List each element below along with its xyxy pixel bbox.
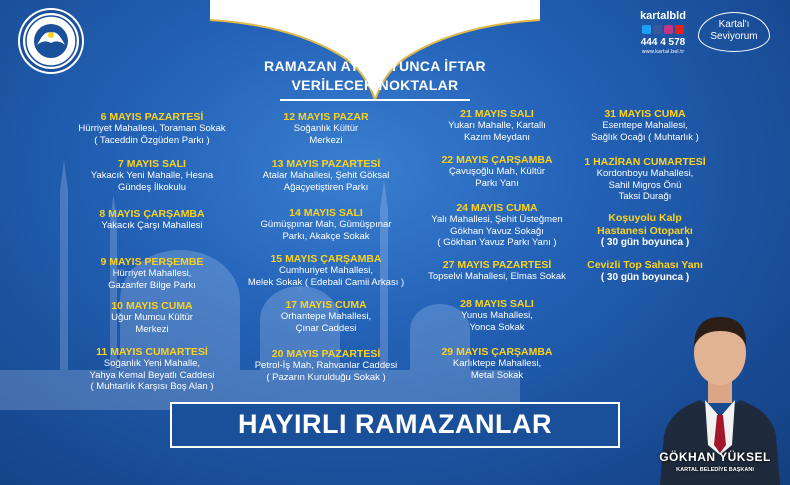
location-entry	[226, 299, 426, 334]
entry-address: Yonca Sokak	[469, 321, 525, 333]
location-entry	[560, 156, 730, 203]
entry-date: 9 MAYIS PERŞEMBE	[100, 256, 204, 268]
entry-address: Cumhuriyet Mahallesi,	[279, 265, 373, 276]
eagle-icon	[25, 15, 77, 67]
entry-address: Karlıktepe Mahallesi,	[452, 358, 542, 369]
entry-date: 6 MAYIS PAZARTESİ	[100, 111, 204, 123]
location-entry	[397, 298, 597, 333]
slogan-badge	[698, 12, 770, 52]
location-entry	[52, 346, 252, 393]
entry-date: 21 MAYIS SALI	[460, 108, 534, 120]
entry-address: Kordonboyu Mahallesi,	[596, 168, 694, 179]
location-entry	[226, 207, 426, 242]
entry-address: Gökhan Yavuz Sokağı	[450, 225, 544, 237]
entry-address: Hürriyet Mahallesi, Toraman Sokak	[78, 123, 226, 134]
location-entry	[226, 158, 426, 193]
entry-date: 27 MAYIS PAZARTESİ	[442, 259, 552, 271]
entry-address: Sahil Migros Önü	[608, 179, 682, 191]
location-entry	[397, 346, 597, 381]
location-entry	[226, 253, 426, 288]
contact-block	[632, 10, 694, 55]
entry-date: 31 MAYIS CUMA	[604, 108, 686, 120]
entry-address: Uğur Mumcu Kültür	[111, 312, 193, 323]
entry-address: Metal Sokak	[470, 369, 524, 381]
entry-date: 13 MAYIS PAZARTESİ	[271, 158, 381, 170]
entry-address: ( Muhtarlık Karşısı Boş Alan )	[90, 381, 214, 392]
entry-date: 11 MAYIS CUMARTESİ	[96, 346, 208, 358]
entry-address: Petrol-İş Mah, Rahvanlar Caddesi	[254, 360, 398, 371]
entry-address: Taksi Durağı	[618, 191, 672, 202]
youtube-icon	[675, 25, 684, 34]
entry-address: Soğanlık Kültür	[293, 123, 359, 134]
title-line1: RAMAZAN AYI BOYUNCA İFTAR	[264, 58, 486, 74]
location-entry	[226, 348, 426, 383]
entry-address: Parkı, Akakçe Sokak	[282, 230, 370, 242]
title-divider	[280, 99, 470, 101]
entry-address: ( Pazarın Kurulduğu Sokak )	[266, 371, 386, 383]
hayirli-ramazanlar-banner: HAYIRLI RAMAZANLAR	[170, 402, 620, 448]
slogan-line2: Seviyorum	[710, 31, 758, 42]
entry-date: 14 MAYIS SALI	[289, 207, 363, 219]
entry-address: Yunus Mahallesi,	[461, 310, 533, 321]
mayor-title: KARTAL BELEDİYE BAŞKANI	[676, 467, 754, 473]
entry-address: Topselvi Mahallesi, Elmas Sokak	[428, 271, 566, 282]
entry-address: Merkezi	[309, 134, 343, 146]
special-location-entry	[560, 212, 730, 249]
phone-number: 444 4 578	[640, 37, 686, 48]
entry-address: Merkezi	[135, 323, 169, 335]
entry-address: Yakacık Çarşı Mahallesi	[101, 220, 203, 231]
entry-address: Kazım Meydanı	[464, 131, 530, 143]
location-entry	[52, 158, 252, 193]
kartal-belediyesi-logo	[20, 10, 82, 72]
entry-date: 28 MAYIS SALI	[460, 298, 534, 310]
brand-name: kartalbld	[640, 10, 686, 22]
special-location-name: Hastanesi Otoparkı	[597, 224, 693, 237]
entry-address: Orhantepe Mahallesi,	[280, 311, 372, 322]
entry-address: Atalar Mahallesi, Şehit Göksal	[262, 170, 390, 181]
entry-date: 15 MAYIS ÇARŞAMBA	[270, 253, 382, 265]
special-location-name: Koşuyolu Kalp	[608, 212, 682, 224]
website: www.kartal.bel.tr	[641, 49, 685, 55]
mayor-name: GÖKHAN YÜKSEL	[659, 450, 771, 464]
entry-address: Ağaçyetiştiren Parkı	[283, 181, 369, 193]
entry-date: 10 MAYIS CUMA	[111, 300, 193, 312]
entry-address: Sağlık Ocağı ( Muhtarlık )	[591, 131, 699, 143]
entry-date: 17 MAYIS CUMA	[285, 299, 367, 311]
entry-date: 29 MAYIS ÇARŞAMBA	[441, 346, 553, 358]
entry-address: Gündeş İlkokulu	[117, 181, 187, 193]
location-entry	[560, 108, 730, 143]
entry-date: 1 HAZİRAN CUMARTESİ	[584, 156, 706, 168]
location-entry	[52, 256, 252, 291]
special-location-entry	[560, 259, 730, 284]
location-entry	[52, 208, 252, 232]
entry-address: Yukarı Mahalle, Kartallı	[448, 120, 546, 131]
location-entry	[52, 111, 252, 146]
entry-address: Çınar Caddesi	[295, 322, 357, 334]
entry-date: 12 MAYIS PAZAR	[283, 111, 369, 123]
entry-address: ( Taceddin Özgüden Parkı )	[94, 134, 210, 146]
twitter-icon	[642, 25, 651, 34]
poster-title	[240, 58, 510, 101]
entry-date: 7 MAYIS SALI	[118, 158, 186, 170]
special-location-name: Cevizli Top Sahası Yanı	[587, 259, 703, 271]
entry-date: 8 MAYIS ÇARŞAMBA	[99, 208, 205, 220]
title-line2: VERİLECEK NOKTALAR	[291, 77, 459, 93]
slogan-line1: Kartal'ı	[718, 19, 750, 30]
entry-address: Hürriyet Mahallesi,	[112, 268, 192, 279]
facebook-icon	[653, 25, 662, 34]
instagram-icon	[664, 25, 673, 34]
entry-address: ( Gökhan Yavuz Parkı Yanı )	[437, 237, 557, 248]
entry-date: 20 MAYIS PAZARTESİ	[271, 348, 381, 360]
special-location-note: ( 30 gün boyunca )	[600, 271, 690, 283]
entry-address: Parkı Yanı	[475, 177, 519, 189]
location-entry	[52, 300, 252, 335]
entry-date: 22 MAYIS ÇARŞAMBA	[441, 154, 553, 166]
entry-address: Çavuşoğlu Mah, Kültür	[448, 166, 546, 177]
social-icons	[632, 25, 694, 34]
special-location-note: ( 30 gün boyunca )	[600, 237, 690, 248]
entry-address: Gazanfer Bilge Parkı	[108, 279, 196, 291]
entry-address: Yahya Kemal Beyatlı Caddesi	[89, 369, 215, 381]
entry-address: Esentepe Mahallesi,	[602, 120, 688, 131]
entry-address: Gümüşpınar Mah, Gümüşpınar	[260, 219, 392, 230]
entry-address: Soğanlık Yeni Mahalle,	[103, 358, 201, 369]
entry-date: 24 MAYIS CUMA	[456, 202, 538, 214]
location-entry	[226, 111, 426, 146]
entry-address: Melek Sokak ( Edebali Camii Arkası )	[247, 276, 405, 288]
entry-address: Yakacık Yeni Mahalle, Hesna	[90, 170, 214, 181]
entry-address: Yalı Mahallesi, Şehit Üsteğmen	[431, 214, 563, 225]
